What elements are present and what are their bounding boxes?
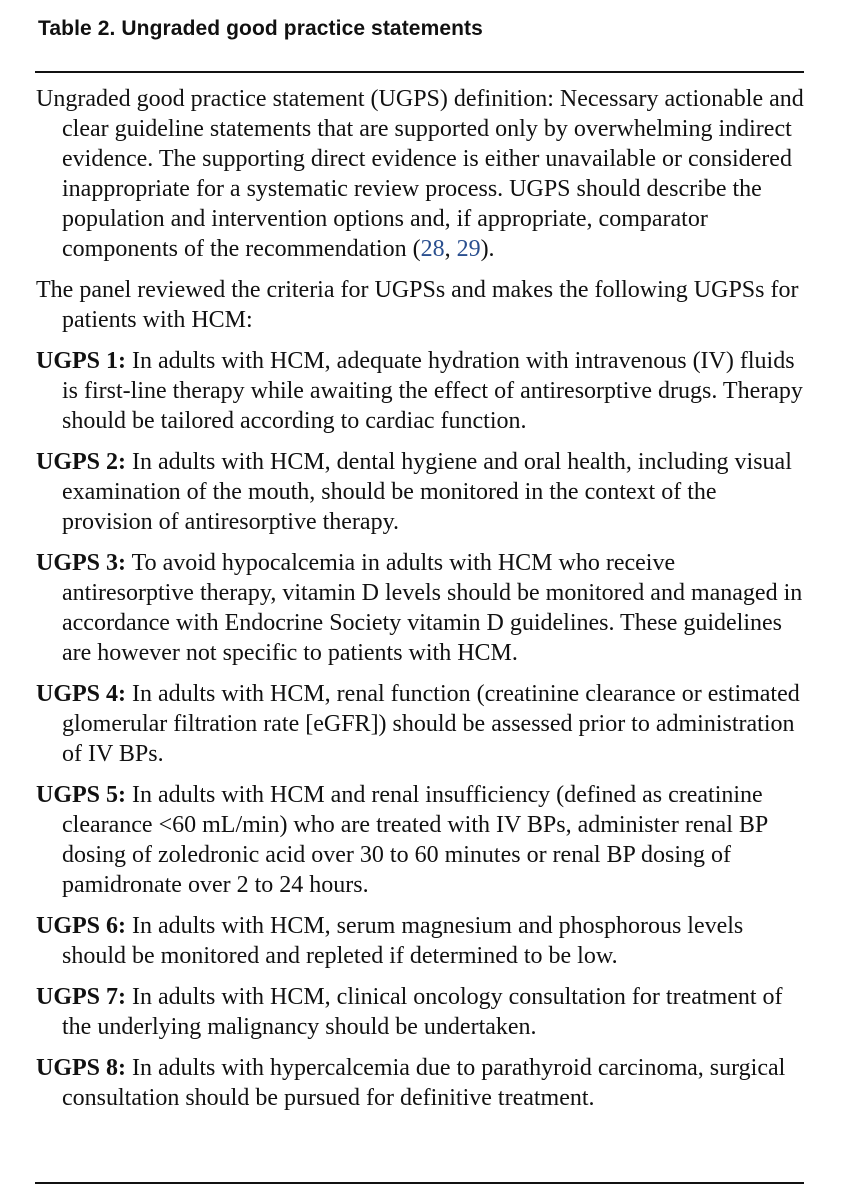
definition-end: ). bbox=[480, 236, 495, 262]
ugps-statement-1 bbox=[36, 346, 808, 436]
ugps-label: UGPS 8: bbox=[36, 1055, 126, 1081]
table-body bbox=[36, 84, 808, 1113]
ugps-label: UGPS 6: bbox=[36, 913, 126, 939]
ugps-text: To avoid hypocalcemia in adults with HCM who receive antiresorptive therapy, vitamin D levels should be monitored and managed in accordance with Endocrine Society vitamin D guidelines. These guidelines are however not specific to patients with HCM. bbox=[62, 550, 803, 666]
ugps-text: In adults with HCM, serum magnesium and phosphorous levels should be monitored and repleted if determined to be low. bbox=[62, 913, 744, 969]
ugps-statement-7 bbox=[36, 982, 808, 1042]
ugps-text: In adults with HCM, clinical oncology consultation for treatment of the underlying malignancy should be undertaken. bbox=[62, 984, 783, 1040]
ugps-label: UGPS 3: bbox=[36, 550, 126, 576]
ugps-statement-6 bbox=[36, 911, 808, 971]
ugps-label: UGPS 1: bbox=[36, 348, 126, 374]
ugps-text: In adults with HCM, renal function (creatinine clearance or estimated glomerular filtration rate [eGFR]) should be assessed prior to administration of IV BPs. bbox=[62, 681, 800, 767]
ugps-label: UGPS 7: bbox=[36, 984, 126, 1010]
ugps-definition bbox=[36, 84, 808, 264]
ugps-statement-2 bbox=[36, 447, 808, 537]
table-title-text: Ungraded good practice statements bbox=[121, 17, 483, 40]
ugps-statement-3 bbox=[36, 548, 808, 668]
table-title: Table 2. Ungraded good practice statements bbox=[38, 17, 483, 40]
citation-link-28[interactable]: 28 bbox=[420, 236, 445, 262]
ugps-text: In adults with hypercalcemia due to parathyroid carcinoma, surgical consultation should be pursued for definitive treatment. bbox=[62, 1055, 786, 1111]
ugps-text: In adults with HCM, adequate hydration with intravenous (IV) fluids is first-line therapy while awaiting the effect of antiresorptive drugs. Therapy should be tailored according to cardiac function. bbox=[62, 348, 803, 434]
bottom-rule bbox=[35, 1182, 804, 1184]
top-rule bbox=[35, 71, 804, 73]
ugps-statement-4 bbox=[36, 679, 808, 769]
ugps-text: In adults with HCM, dental hygiene and oral health, including visual examination of the mouth, should be monitored in the context of the provision of antiresorptive therapy. bbox=[62, 449, 792, 535]
ugps-statement-5 bbox=[36, 780, 808, 900]
definition-text: Ungraded good practice statement (UGPS) definition: Necessary actionable and clear guideline statements that are supported only by overwhelming indirect evidence. The supporting direct evidence is either unavailable or considered inappropriate for a systematic review process. UGPS should describe the population and intervention options and, if appropriate, comparator components of the recommendation ( bbox=[36, 86, 804, 262]
ugps-label: UGPS 5: bbox=[36, 782, 126, 808]
table-number: Table 2 bbox=[38, 17, 110, 40]
panel-intro: The panel reviewed the criteria for UGPSs and makes the following UGPSs for patients with HCM: bbox=[36, 277, 799, 333]
ugps-text: In adults with HCM and renal insufficiency (defined as creatinine clearance <60 mL/min) who are treated with IV BPs, administer renal BP dosing of zoledronic acid over 30 to 60 minutes or renal BP dosing of pamidronate over 2 to 24 hours. bbox=[62, 782, 768, 898]
citation-separator: , bbox=[444, 236, 457, 262]
citation-link-29[interactable]: 29 bbox=[456, 236, 481, 262]
ugps-label: UGPS 4: bbox=[36, 681, 126, 707]
ugps-label: UGPS 2: bbox=[36, 449, 126, 475]
ugps-statement-8 bbox=[36, 1053, 808, 1113]
